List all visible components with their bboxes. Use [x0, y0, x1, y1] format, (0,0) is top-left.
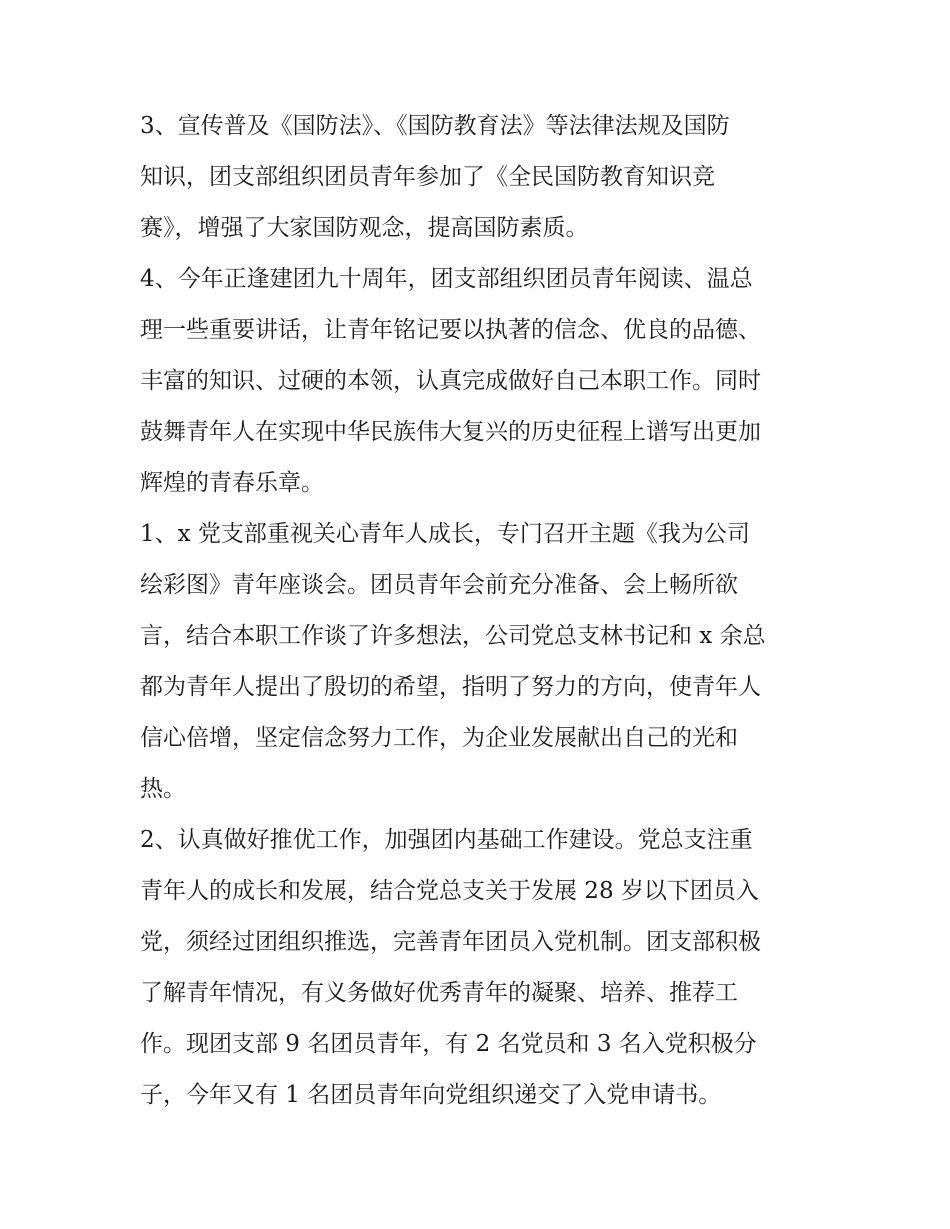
text-line: 作。现团支部 9 名团员青年，有 2 名党员和 3 名入党积极分 — [140, 1031, 757, 1057]
document-body — [140, 101, 815, 1121]
text-line: 丰富的知识、过硬的本领，认真完成做好自己本职工作。同时 — [140, 368, 761, 394]
text-line: 理一些重要讲话，让青年铭记要以执著的信念、优良的品德、 — [140, 317, 761, 343]
text-line: 青年人的成长和发展，结合党总支关于发展 28 岁以下团员入 — [140, 878, 759, 904]
text-line: 4、今年正逢建团九十周年，团支部组织团员青年阅读、温总 — [140, 266, 753, 292]
text-line: 辉煌的青春乐章。 — [140, 470, 324, 496]
text-line: 绘彩图》青年座谈会。团员青年会前充分准备、会上畅所欲 — [140, 572, 738, 598]
text-line: 3、宣传普及《国防法》、《国防教育法》等法律法规及国防 — [140, 113, 730, 139]
paragraph-4-anniversary — [140, 254, 815, 509]
paragraph-1-youth-forum — [140, 509, 815, 815]
text-line: 都为青年人提出了殷切的希望，指明了努力的方向，使青年人 — [140, 674, 761, 700]
paragraph-3-defense-law — [140, 101, 815, 254]
text-line: 热。 — [140, 776, 186, 802]
text-line: 言，结合本职工作谈了许多想法，公司党总支林书记和 x 余总 — [140, 623, 766, 649]
paragraph-2-recommendation — [140, 815, 815, 1121]
text-line: 了解青年情况，有义务做好优秀青年的凝聚、培养、推荐工 — [140, 980, 738, 1006]
text-line: 党，须经过团组织推选，完善青年团员入党机制。团支部积极 — [140, 929, 761, 955]
text-line: 鼓舞青年人在实现中华民族伟大复兴的历史征程上谱写出更加 — [140, 419, 761, 445]
text-line: 信心倍增，坚定信念努力工作，为企业发展献出自己的光和 — [140, 725, 738, 751]
text-line: 知识，团支部组织团员青年参加了《全民国防教育知识竞 — [140, 164, 715, 190]
text-line: 赛》，增强了大家国防观念，提高国防素质。 — [140, 215, 589, 241]
text-line: 子，今年又有 1 名团员青年向党组织递交了入党申请书。 — [140, 1082, 722, 1108]
text-line: 1、x 党支部重视关心青年人成长，专门召开主题《我为公司 — [140, 521, 750, 547]
text-line: 2、认真做好推优工作，加强团内基础工作建设。党总支注重 — [140, 827, 753, 853]
